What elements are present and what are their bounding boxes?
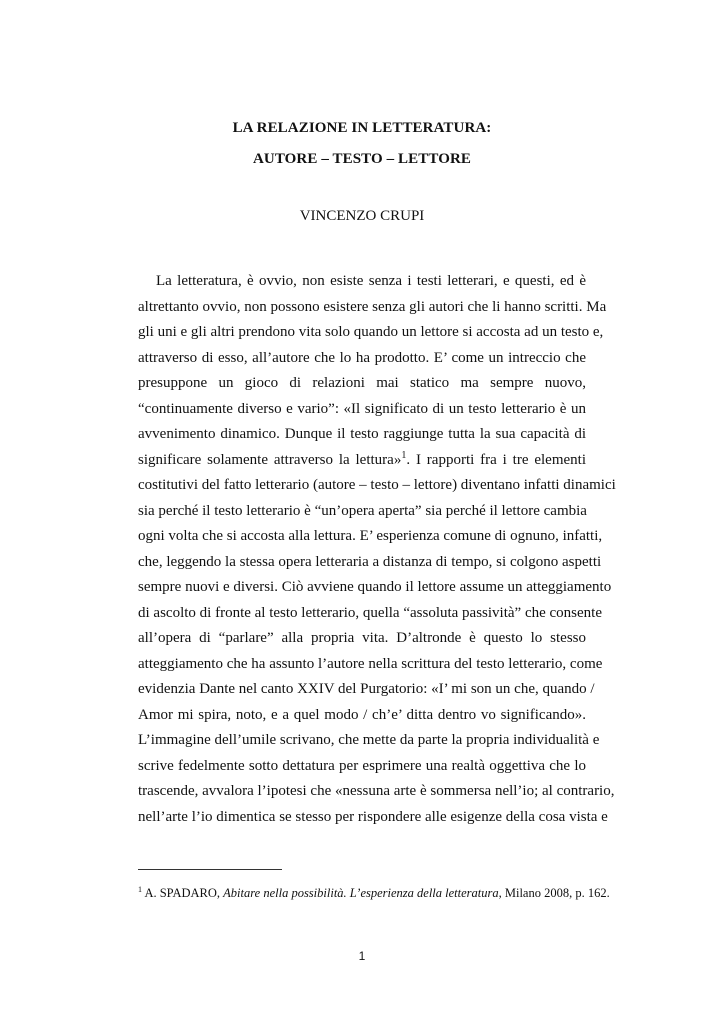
body-line: costitutivi del fatto letterario (autore – testo – lettore) diventano infatti dinamici	[138, 477, 616, 493]
body-line: che, leggendo la stessa opera letteraria a distanza di tempo, si colgono aspetti	[138, 554, 602, 570]
body-line: scrive fedelmente sotto dettatura per esprimere una realtà oggettiva che lo	[138, 758, 586, 774]
body-line: La letteratura, è ovvio, non esiste senza i testi letterari, e questi, ed è	[156, 273, 586, 289]
body-line: Amor mi spira, noto, e a quel modo / ch’e’ ditta dentro vo significando».	[138, 707, 586, 723]
footnote-lead: A. SPADARO,	[144, 886, 224, 900]
body-line: gli uni e gli altri prendono vita solo quando un lettore si accosta ad un testo e,	[138, 324, 604, 340]
body-line: trascende, avvalora l’ipotesi che «nessuna arte è sommersa nell’io; al contrario,	[138, 783, 615, 799]
body-line: avvenimento dinamico. Dunque il testo raggiunge tutta la sua capacità di	[138, 426, 586, 442]
body-line-text: significare solamente attraverso la lettura»	[138, 452, 402, 468]
body-line: L’immagine dell’umile scrivano, che mette da parte la propria individualità e	[138, 732, 600, 748]
body-line: altrettanto ovvio, non possono esistere senza gli autori che li hanno scritti. Ma	[138, 299, 607, 315]
body-line: all’opera di “parlare” alla propria vita. D’altronde è questo lo stesso	[138, 630, 586, 646]
body-line: evidenzia Dante nel canto XXIV del Purgatorio: «I’ mi son un che, quando /	[138, 681, 595, 697]
body-line: presuppone un gioco di relazioni mai statico ma sempre nuovo,	[138, 375, 586, 391]
footnote-separator	[138, 869, 282, 870]
body-line: “continuamente diverso e vario”: «Il significato di un testo letterario è un	[138, 401, 586, 417]
body-line: attraverso di esso, all’autore che lo ha prodotto. E’ come un intreccio che	[138, 350, 586, 366]
body-line: atteggiamento che ha assunto l’autore nella scrittura del testo letterario, come	[138, 656, 603, 672]
body-line: nell’arte l’io dimentica se stesso per rispondere alle esigenze della cosa vista e	[138, 809, 608, 825]
footnote-marker: 1	[138, 884, 142, 894]
page-number: 1	[358, 949, 366, 963]
title-line-1: LA RELAZIONE IN LETTERATURA:	[232, 120, 492, 136]
footnote-reference[interactable]: 1	[401, 450, 407, 461]
footnote-tail: , Milano 2008, p. 162.	[498, 886, 610, 900]
body-line: sempre nuovi e diversi. Ciò avviene quando il lettore assume un atteggiamento	[138, 579, 612, 595]
body-line: di ascolto di fronte al testo letterario, quella “assoluta passività” che consente	[138, 605, 603, 621]
author-name: VINCENZO CRUPI	[299, 208, 425, 224]
body-line-tail: . I rapporti fra i tre elementi	[406, 452, 586, 468]
footnote-work-title: Abitare nella possibilità. L’esperienza della letteratura	[223, 886, 499, 900]
footnote	[138, 885, 608, 901]
body-line: sia perché il testo letterario è “un’opera aperta” sia perché il lettore cambia	[138, 503, 587, 519]
body-line: ogni volta che si accosta alla lettura. E’ esperienza comune di ognuno, infatti,	[138, 528, 603, 544]
title-line-2: AUTORE – TESTO – LETTORE	[252, 151, 472, 167]
body-line	[138, 450, 586, 470]
